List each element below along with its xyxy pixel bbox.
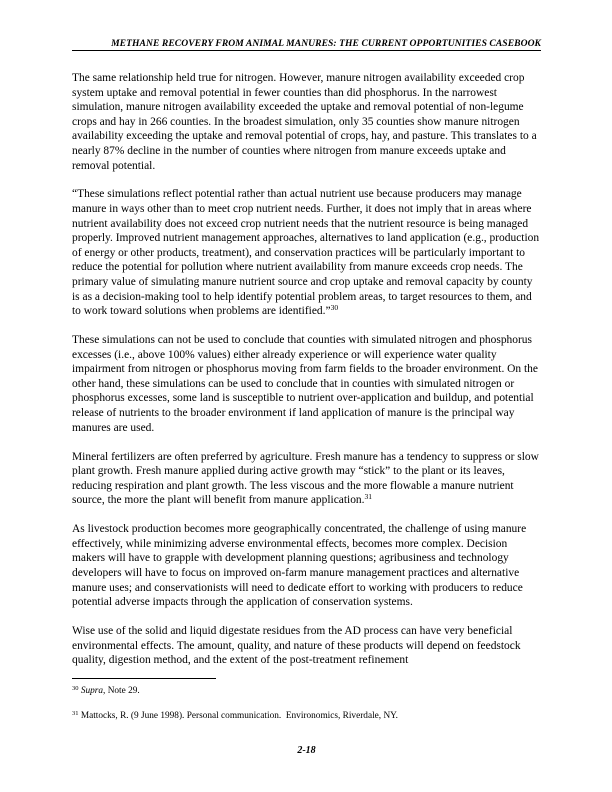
footnote-text: , Note 29. — [103, 686, 140, 696]
running-header: METHANE RECOVERY FROM ANIMAL MANURES: THE CURRENT OPPORTUNITIES CASEBOOK — [111, 38, 541, 49]
footnote-separator — [72, 678, 216, 679]
paragraph-simulations — [72, 333, 541, 435]
paragraph-text: “These simulations reflect potential rather than actual nutrient use because producers may manage manure in ways other than to meet crop nutrient needs. Further, it does not imply that in areas where nutrient availability does not exceed crop nutrient needs that the nutrient resource is being managed properly. Improved nutrient management approaches, alternatives to land application (e.g., production of energy or other products, treatment), and conservation practices will be particularly important to reduce the potential for pollution where nutrient availability from manure exceeds crop needs. The primary value of simulating manure nutrient source and crop uptake and removal capacity by county is as a decision-making tool to help identify potential problem areas, to target resources to them, and to work toward solutions when problems are identified.” — [72, 188, 540, 318]
paragraph-text: Mineral fertilizers are often preferred by agriculture. Fresh manure has a tendency to suppress or slow plant growth. Fresh manure applied during active growth may “stick” to the plant or its leaves, reducing respiration and plant growth. The less viscous and the more flowable a manure nutrient source, the more the plant will benefit from manure application. — [72, 450, 539, 507]
paragraph-text: These simulations can not be used to conclude that counties with simulated nitrogen and phosphorus excesses (i.e., above 100% values) either already experience or will experience water quality impairment from nitrogen or phosphorus moving from farm fields to the broader environment. On the other hand, these simulations can be used to conclude that in counties with simulated nitrogen or phosphorus excesses, some land is susceptible to nutrient over-application and buildup, and potential release of nutrients to the broader environment if land application of manure is the principal way manures are used. — [72, 334, 538, 434]
paragraph-quotation — [72, 187, 541, 318]
paragraph-nitrogen — [72, 71, 541, 173]
footnote-text: Mattocks, R. (9 June 1998). Personal communication. Environomics, Riverdale, NY. — [80, 711, 398, 721]
paragraph-text: As livestock production becomes more geographically concentrated, the challenge of using manure effectively, while minimizing adverse environmental effects, becomes more complex. Decision makers will have to grapple with development planning questions; agribusiness and technology developers will have to focus on improved on-farm manure management practices and alternative manure uses; and conservationists will need to dedicate effort to working with producers to reduce potential adverse impacts through the application of conservation systems. — [72, 523, 527, 609]
page-number: 2-18 — [297, 745, 316, 756]
paragraph-livestock — [72, 522, 541, 610]
footnote-reference: 31 — [364, 492, 373, 502]
paragraph-text: Wise use of the solid and liquid digestate residues from the AD process can have very beneficial environmental effects. The amount, quality, and nature of these products will depend on feedstock quality, digestion method, and the extent of the post-treatment refinement — [72, 625, 521, 667]
footnote — [72, 686, 541, 697]
footnote-reference: 30 — [330, 303, 339, 313]
body-text — [72, 71, 541, 682]
paragraph-text: The same relationship held true for nitrogen. However, manure nitrogen availability exceeded crop system uptake and removal potential in fewer counties than did phosphorus. In the narrowest simulation, manure nitrogen availability exceeded the uptake and removal potential of non-legume crops and hay in 266 counties. In the broadest simulation, only 35 counties show manure nitrogen availability exceeding the uptake and removal potential of crops, hay, and pasture. This translates to a nearly 87% decline in the number of counties where nitrogen from manure exceeds uptake and removal potential. — [72, 72, 537, 172]
header-rule — [72, 50, 541, 51]
footnote-number: 30 — [72, 685, 79, 692]
footnote-italic-text: Supra — [80, 686, 104, 696]
paragraph-fertilizers — [72, 450, 541, 508]
paragraph-digestate — [72, 624, 541, 668]
footnote-number: 31 — [72, 710, 79, 717]
footnote — [72, 711, 541, 722]
